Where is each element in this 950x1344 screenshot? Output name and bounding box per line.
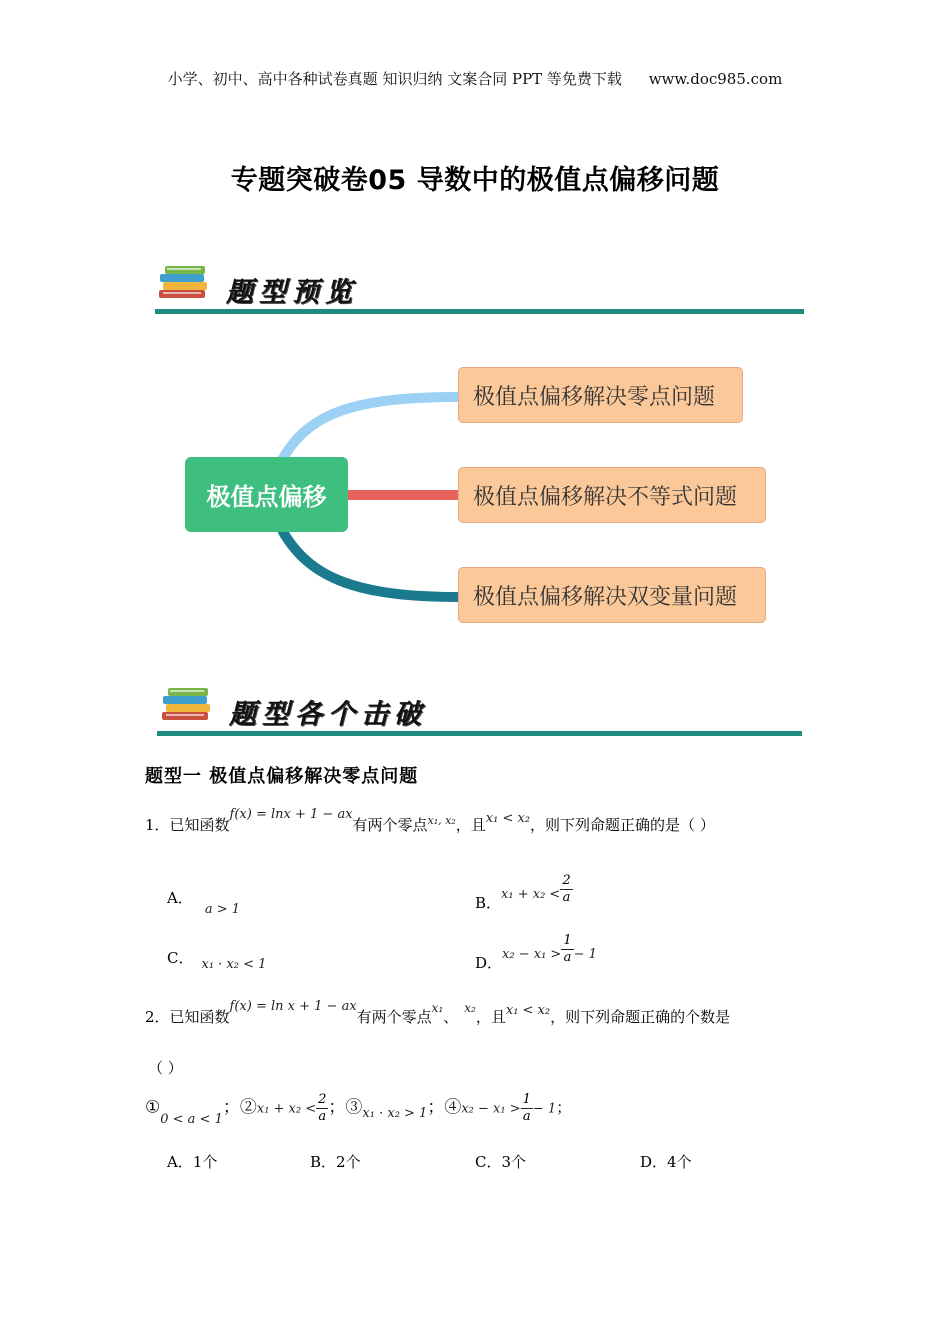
statement-3-mark: ；③ — [328, 1097, 363, 1118]
q2-pre: 2．已知函数 — [145, 1008, 230, 1026]
q1-condition: x₁ < x₂ — [485, 811, 531, 826]
fraction-denominator: a — [318, 1109, 327, 1124]
q1-option-a[interactable] — [167, 887, 241, 917]
books-icon — [160, 684, 214, 728]
q2-choice-c[interactable] — [475, 1151, 526, 1172]
header-site-link[interactable]: www.doc985.com — [648, 70, 783, 88]
option-letter: A． — [167, 889, 193, 907]
choice-value: 2个 — [336, 1153, 361, 1171]
statement-4: x₂ − x₁ > — [461, 1101, 521, 1117]
option-letter: D． — [475, 953, 503, 972]
mindmap-root: 极值点偏移 — [185, 457, 348, 532]
q2-mid: 有两个零点 — [356, 1008, 432, 1026]
q1-and: ，且 — [455, 816, 486, 834]
q1-mid: 有两个零点 — [352, 816, 428, 834]
q1-zeros: x₁, x₂ — [427, 814, 456, 827]
statement-2-fraction — [316, 1092, 328, 1125]
section-breakthrough-rule — [157, 731, 802, 736]
q2-post: ，则下列命题正确的个数是 — [550, 1008, 731, 1026]
choice-letter: A． — [167, 1153, 193, 1171]
option-expr: x₂ − x₁ > — [502, 946, 562, 962]
choice-value: 1个 — [192, 1153, 218, 1171]
mindmap-node-zero-point: 极值点偏移解决零点问题 — [458, 367, 743, 423]
section-preview-title: 题型预览 — [226, 277, 358, 308]
connector-zero-point — [282, 397, 460, 460]
q1-option-b[interactable] — [475, 873, 573, 912]
fraction-numerator: 1 — [563, 933, 572, 948]
q2-choice-a[interactable] — [167, 1151, 217, 1172]
statement-3: x₁ · x₂ > 1 — [362, 1105, 428, 1121]
q1-function: f(x) = lnx + 1 − ax — [229, 807, 353, 822]
connector-double-variable — [282, 530, 460, 597]
statement-4-mark: ；④ — [427, 1097, 462, 1118]
section-breakthrough-title: 题型各个击破 — [229, 699, 427, 730]
option-fraction — [560, 873, 572, 906]
option-letter: B． — [475, 893, 502, 912]
q2-x2: x₂ — [464, 1001, 476, 1015]
choice-letter: C． — [475, 1153, 502, 1171]
q1-option-d[interactable] — [475, 933, 597, 972]
q2-statements — [145, 1092, 571, 1125]
choice-letter: D． — [640, 1153, 668, 1171]
q1-post: ，则下列命题正确的是（ ） — [530, 816, 715, 834]
option-fraction — [561, 933, 573, 966]
statement-2: x₁ + x₂ < — [256, 1101, 317, 1117]
fraction-denominator: a — [563, 950, 572, 965]
q2-choice-b[interactable] — [310, 1151, 361, 1172]
mindmap-node-double-variable: 极值点偏移解决双变量问题 — [458, 567, 766, 623]
statement-4-fraction — [521, 1092, 533, 1125]
fraction-numerator: 1 — [522, 1092, 531, 1107]
q1-option-c[interactable] — [167, 947, 267, 972]
q2-x1: x₁ — [431, 1001, 444, 1015]
q2-choice-d[interactable] — [640, 1151, 692, 1172]
statement-4-tail: − 1 — [532, 1101, 557, 1117]
option-expr: a > 1 — [204, 902, 241, 917]
statement-1-mark: ① — [145, 1097, 161, 1118]
q1-pre: 1．已知函数 — [145, 816, 230, 834]
fraction-denominator: a — [562, 890, 571, 905]
option-expr: x₁ + x₂ < — [501, 886, 561, 902]
mindmap-node-inequality: 极值点偏移解决不等式问题 — [458, 467, 766, 523]
option-expr: x₁ · x₂ < 1 — [201, 957, 267, 972]
q2-answer-paren: （ ） — [148, 1059, 183, 1077]
q2-sep: 、 — [443, 1008, 459, 1026]
choice-value: 3个 — [501, 1153, 527, 1171]
choice-letter: B． — [310, 1153, 337, 1171]
fraction-numerator: 2 — [562, 873, 571, 888]
q2-and: ，且 — [475, 1008, 506, 1026]
statement-1: 0 < a < 1 — [160, 1111, 223, 1127]
question-2 — [145, 999, 731, 1027]
document-title: 专题突破卷05 导数中的极值点偏移问题 — [230, 165, 720, 196]
fraction-denominator: a — [522, 1109, 531, 1124]
type-heading: 题型一 极值点偏移解决零点问题 — [145, 766, 419, 787]
statement-2-mark: ；② — [222, 1097, 257, 1118]
header-text: 小学、初中、高中各种试卷真题 知识归纳 文案合同 PPT 等免费下载 — [167, 70, 622, 88]
statements-end: ； — [556, 1098, 572, 1117]
choice-value: 4个 — [667, 1153, 692, 1171]
q2-function: f(x) = ln x + 1 − ax — [229, 999, 357, 1014]
q2-condition: x₁ < x₂ — [505, 1003, 551, 1018]
option-tail: − 1 — [573, 946, 597, 962]
question-1 — [145, 807, 715, 835]
fraction-numerator: 2 — [318, 1092, 327, 1107]
option-letter: C． — [167, 949, 194, 967]
